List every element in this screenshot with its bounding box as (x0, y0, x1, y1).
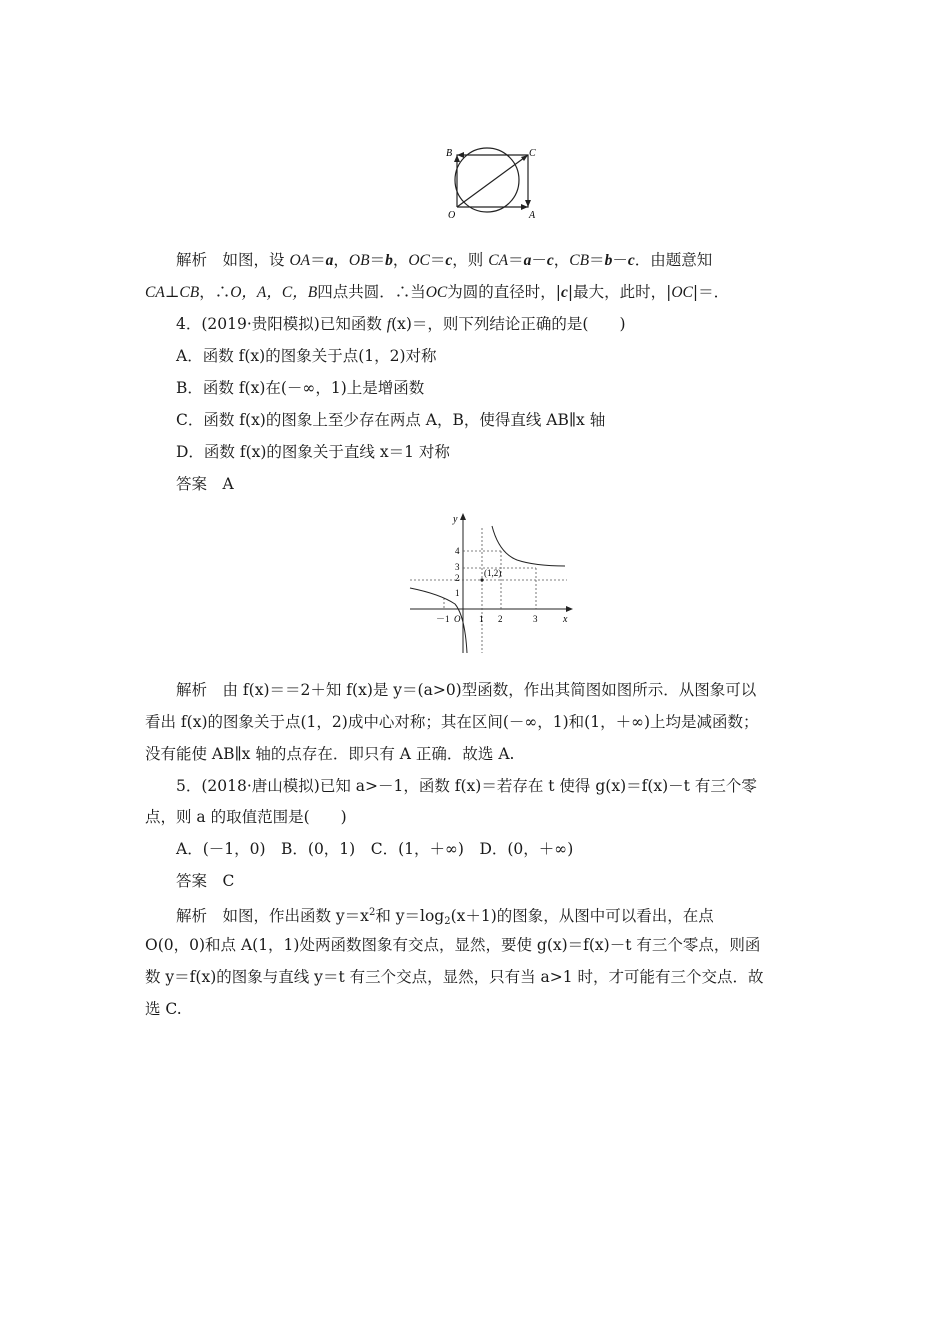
arrow-a (521, 204, 528, 210)
q4-stem: 4．(2019·贵阳模拟)已知函数 f(x)＝，则下列结论正确的是( ) (176, 315, 626, 333)
xtick-1: 1 (479, 614, 484, 624)
sol5-line3: 数 y＝f(x)的图象与直线 y＝t 有三个交点，显然，只有当 a>1 时，才可能有三个交点．故 (145, 968, 764, 986)
q4-option-d: D．函数 f(x)的图象关于直线 x＝1 对称 (176, 443, 450, 461)
hyperbola-right-branch (492, 526, 565, 566)
q4-answer: 答案 A (176, 475, 234, 493)
diagonal-oc (457, 155, 528, 207)
q5-options: A．(－1，0) B．(0，1) C．(1，＋∞) D．(0，＋∞) (176, 840, 574, 858)
sol5-line4: 选 C. (145, 1000, 182, 1018)
label-o: O (448, 210, 456, 220)
sol4-line1: 解析 由 f(x)＝＝2＋知 f(x)是 y＝(a>0)型函数，作出其简图如图所示．从图象可以 (176, 681, 757, 699)
q4-option-c: C．函数 f(x)的图象上至少存在两点 A，B，使得直线 AB∥x 轴 (176, 411, 606, 429)
ytick-2: 2 (455, 573, 460, 583)
dotted-guides (410, 528, 567, 653)
sol4-line2: 看出 f(x)的图象关于点(1，2)成中心对称；其在区间(－∞，1)和(1，＋∞)上均是减函数； (145, 713, 759, 731)
q5-answer: 答案 C (176, 872, 235, 890)
sol4-line3: 没有能使 AB∥x 轴的点存在．即只有 A 正确．故选 A. (145, 745, 515, 763)
figure-circle-rectangle (440, 140, 550, 220)
x-axis-arrow (566, 606, 573, 612)
y-axis-label: y (453, 514, 458, 525)
ytick-1: 1 (455, 588, 460, 598)
label-c: C (529, 148, 536, 159)
sol5-line1: 解析 如图，作出函数 $y=x^2$和 $y=\log_2(x+1)$的图象，从图中可以看出，在点 (176, 907, 714, 927)
q4-option-a: A．函数 f(x)的图象关于点(1，2)对称 (176, 347, 437, 365)
xtick-neg1: －1 (436, 614, 450, 624)
ytick-3: 3 (455, 562, 460, 572)
x-axis-label: x (563, 614, 568, 625)
label-b: B (446, 148, 453, 159)
center-point (480, 578, 483, 581)
figure-hyperbola-graph (405, 508, 585, 658)
sol5-line2: O(0，0)和点 A(1，1)处两函数图象有交点，显然，要使 g(x)＝f(x)－t 有三个零点，则函 (145, 936, 761, 954)
arrow-ca (525, 200, 531, 207)
label-a: A (529, 210, 536, 220)
q5-stem-line2: 点，则 a 的取值范围是( ) (145, 808, 347, 826)
arrow-b (454, 155, 460, 162)
circle (455, 148, 519, 212)
y-axis-arrow (460, 513, 466, 520)
xtick-3: 3 (533, 614, 538, 624)
ytick-4: 4 (455, 546, 460, 556)
q4-option-b: B．函数 f(x)在(－∞，1)上是增函数 (176, 379, 425, 397)
arrow-cb (457, 152, 464, 158)
point-label: (1,2) (484, 568, 502, 578)
origin-label: O (454, 614, 461, 624)
xtick-2: 2 (498, 614, 503, 624)
sol3-line1: 解析 如图，设 OA＝a，OB＝b，OC＝c，则 CA＝a－c，CB＝b－c．由题意知 (176, 251, 713, 269)
sol3-line2: CA⊥CB，∴O，A，C，B四点共圆．∴当OC为圆的直径时，|c|最大，此时，|OC|＝． (145, 283, 730, 301)
q5-stem-line1: 5．(2018·唐山模拟)已知 a>－1，函数 f(x)＝若存在 t 使得 g(x)＝f(x)－t 有三个零 (176, 777, 757, 795)
